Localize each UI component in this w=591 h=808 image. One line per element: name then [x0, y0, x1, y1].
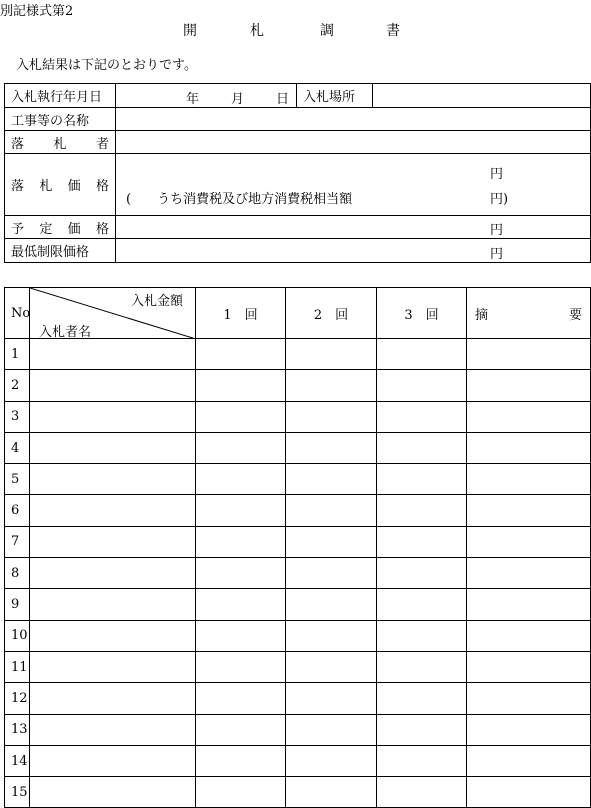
- bid-row: [5, 777, 591, 808]
- bid-header-row: [5, 288, 591, 339]
- bidder-name-cell[interactable]: [30, 495, 196, 526]
- round-3-cell[interactable]: [377, 526, 467, 557]
- round-2-header: 2 回: [286, 288, 377, 339]
- round-3-cell[interactable]: [377, 432, 467, 463]
- row-number: 1: [5, 339, 30, 370]
- planned-price-label: 予 定 価 格: [5, 216, 116, 239]
- bid-row: [5, 558, 591, 589]
- bidder-name-cell[interactable]: [30, 464, 196, 495]
- no-header: No: [5, 288, 30, 339]
- row-number: 5: [5, 464, 30, 495]
- title-char: 札: [250, 23, 264, 39]
- day-unit: 日: [276, 92, 290, 107]
- round-3-cell[interactable]: [377, 464, 467, 495]
- round-3-cell[interactable]: [377, 714, 467, 745]
- row-number: 12: [5, 683, 30, 714]
- bid-results-table: [4, 287, 591, 808]
- row-number: 4: [5, 432, 30, 463]
- bidder-name-cell[interactable]: [30, 714, 196, 745]
- bid-row: [5, 683, 591, 714]
- round-2-cell[interactable]: [286, 401, 377, 432]
- bid-row: [5, 495, 591, 526]
- row-number: 11: [5, 651, 30, 682]
- bidder-name-cell[interactable]: [30, 589, 196, 620]
- remarks-cell[interactable]: [467, 651, 591, 682]
- round-2-cell[interactable]: [286, 432, 377, 463]
- row-number: 13: [5, 714, 30, 745]
- round-3-header: 3 回: [377, 288, 467, 339]
- remarks-header: 摘 要: [467, 288, 591, 339]
- round-2-cell[interactable]: [286, 558, 377, 589]
- round-1-cell[interactable]: [196, 683, 286, 714]
- remarks-cell[interactable]: [467, 777, 591, 808]
- round-2-cell[interactable]: [286, 526, 377, 557]
- row-number: 7: [5, 526, 30, 557]
- bid-row: [5, 714, 591, 745]
- remarks-cell[interactable]: [467, 526, 591, 557]
- row-number: 14: [5, 745, 30, 776]
- remarks-cell[interactable]: [467, 339, 591, 370]
- bid-row: [5, 370, 591, 401]
- round-3-cell[interactable]: [377, 339, 467, 370]
- round-1-header: 1 回: [196, 288, 286, 339]
- round-3-cell[interactable]: [377, 651, 467, 682]
- document-title: [0, 20, 591, 42]
- round-1-cell[interactable]: [196, 401, 286, 432]
- round-2-cell[interactable]: [286, 651, 377, 682]
- round-2-cell[interactable]: [286, 464, 377, 495]
- bid-row: [5, 464, 591, 495]
- round-1-cell[interactable]: [196, 714, 286, 745]
- round-3-cell[interactable]: [377, 777, 467, 808]
- bid-row: [5, 589, 591, 620]
- winning-price-row: [5, 154, 591, 216]
- bid-row: [5, 401, 591, 432]
- round-1-cell[interactable]: [196, 558, 286, 589]
- bidder-name-cell[interactable]: [30, 339, 196, 370]
- remarks-cell[interactable]: [467, 495, 591, 526]
- bidder-name-cell[interactable]: [30, 432, 196, 463]
- round-1-cell[interactable]: [196, 526, 286, 557]
- remarks-cell[interactable]: [467, 464, 591, 495]
- date-row: [5, 84, 591, 108]
- bidder-name-cell[interactable]: [30, 745, 196, 776]
- round-1-cell[interactable]: [196, 620, 286, 651]
- row-number: 10: [5, 620, 30, 651]
- round-2-cell[interactable]: [286, 589, 377, 620]
- round-2-cell[interactable]: [286, 620, 377, 651]
- round-1-cell[interactable]: [196, 651, 286, 682]
- winner-row: [5, 131, 591, 154]
- summary-table: [4, 83, 591, 263]
- round-1-cell[interactable]: [196, 464, 286, 495]
- bid-row: [5, 432, 591, 463]
- round-3-cell[interactable]: [377, 401, 467, 432]
- bid-row: [5, 651, 591, 682]
- round-3-cell[interactable]: [377, 745, 467, 776]
- date-value[interactable]: [116, 84, 297, 108]
- row-number: 9: [5, 589, 30, 620]
- remarks-cell[interactable]: [467, 401, 591, 432]
- round-3-cell[interactable]: [377, 589, 467, 620]
- bidder-name-cell[interactable]: [30, 651, 196, 682]
- tax-yen-unit: 円): [490, 192, 509, 207]
- round-3-cell[interactable]: [377, 620, 467, 651]
- winner-value[interactable]: [116, 131, 591, 154]
- round-2-cell[interactable]: [286, 745, 377, 776]
- round-3-cell[interactable]: [377, 370, 467, 401]
- bidder-name-cell[interactable]: [30, 401, 196, 432]
- round-1-cell[interactable]: [196, 589, 286, 620]
- planned-price-row: [5, 216, 591, 239]
- project-name-row: [5, 108, 591, 131]
- round-1-cell[interactable]: [196, 339, 286, 370]
- round-3-cell[interactable]: [377, 683, 467, 714]
- row-number: 6: [5, 495, 30, 526]
- title-char: 開: [183, 23, 197, 39]
- round-1-cell[interactable]: [196, 745, 286, 776]
- round-1-cell[interactable]: [196, 777, 286, 808]
- form-number: 別記様式第2: [0, 4, 74, 19]
- row-number: 15: [5, 777, 30, 808]
- place-value[interactable]: [373, 84, 591, 108]
- round-3-cell[interactable]: [377, 558, 467, 589]
- round-2-cell[interactable]: [286, 370, 377, 401]
- round-3-cell[interactable]: [377, 495, 467, 526]
- bid-rows: [5, 339, 591, 808]
- diagonal-header: [30, 288, 196, 339]
- amount-header: 入札金額: [131, 294, 184, 309]
- bid-row: [5, 620, 591, 651]
- min-price-row: [5, 239, 591, 263]
- round-2-cell[interactable]: [286, 714, 377, 745]
- bidder-name-cell[interactable]: [30, 683, 196, 714]
- min-price-value[interactable]: [116, 239, 591, 263]
- project-name-value[interactable]: [116, 108, 591, 131]
- remarks-cell[interactable]: [467, 620, 591, 651]
- yen-unit: 円: [490, 247, 504, 262]
- round-1-cell[interactable]: [196, 495, 286, 526]
- row-number: 3: [5, 401, 30, 432]
- round-2-cell[interactable]: [286, 495, 377, 526]
- bidder-name-cell[interactable]: [30, 526, 196, 557]
- winner-label: 落 札 者: [5, 131, 116, 154]
- bidder-name-cell[interactable]: [30, 777, 196, 808]
- project-name-label: 工事等の名称: [5, 108, 116, 131]
- remarks-cell[interactable]: [467, 432, 591, 463]
- title-char: 書: [386, 23, 400, 39]
- winning-price-label: 落 札 価 格: [5, 154, 116, 216]
- bidder-name-header: 入札者名: [39, 325, 92, 340]
- remarks-cell[interactable]: [467, 558, 591, 589]
- tax-note: ( うち消費税及び地方消費税相当額: [126, 192, 353, 207]
- row-number: 2: [5, 370, 30, 401]
- winning-price-value[interactable]: [116, 154, 591, 216]
- date-label: 入札執行年月日: [5, 84, 116, 108]
- round-2-cell[interactable]: [286, 777, 377, 808]
- planned-price-value[interactable]: [116, 216, 591, 239]
- remarks-cell[interactable]: [467, 589, 591, 620]
- bid-row: [5, 526, 591, 557]
- bidder-name-cell[interactable]: [30, 558, 196, 589]
- title-char: 調: [320, 23, 334, 39]
- row-number: 8: [5, 558, 30, 589]
- remarks-cell[interactable]: [467, 370, 591, 401]
- min-price-label: 最低制限価格: [5, 239, 116, 263]
- round-2-cell[interactable]: [286, 339, 377, 370]
- remarks-cell[interactable]: [467, 683, 591, 714]
- place-label: 入札場所: [297, 84, 373, 108]
- round-1-cell[interactable]: [196, 370, 286, 401]
- year-unit: 年: [186, 92, 200, 107]
- yen-unit: 円: [490, 223, 504, 238]
- bidder-name-cell[interactable]: [30, 620, 196, 651]
- month-unit: 月: [231, 92, 245, 107]
- round-1-cell[interactable]: [196, 432, 286, 463]
- remarks-cell[interactable]: [467, 714, 591, 745]
- bidder-name-cell[interactable]: [30, 370, 196, 401]
- yen-unit: 円: [490, 167, 504, 182]
- intro-text: 入札結果は下記のとおりです。: [16, 58, 197, 73]
- remarks-cell[interactable]: [467, 745, 591, 776]
- round-2-cell[interactable]: [286, 683, 377, 714]
- bid-row: [5, 745, 591, 776]
- bid-row: [5, 339, 591, 370]
